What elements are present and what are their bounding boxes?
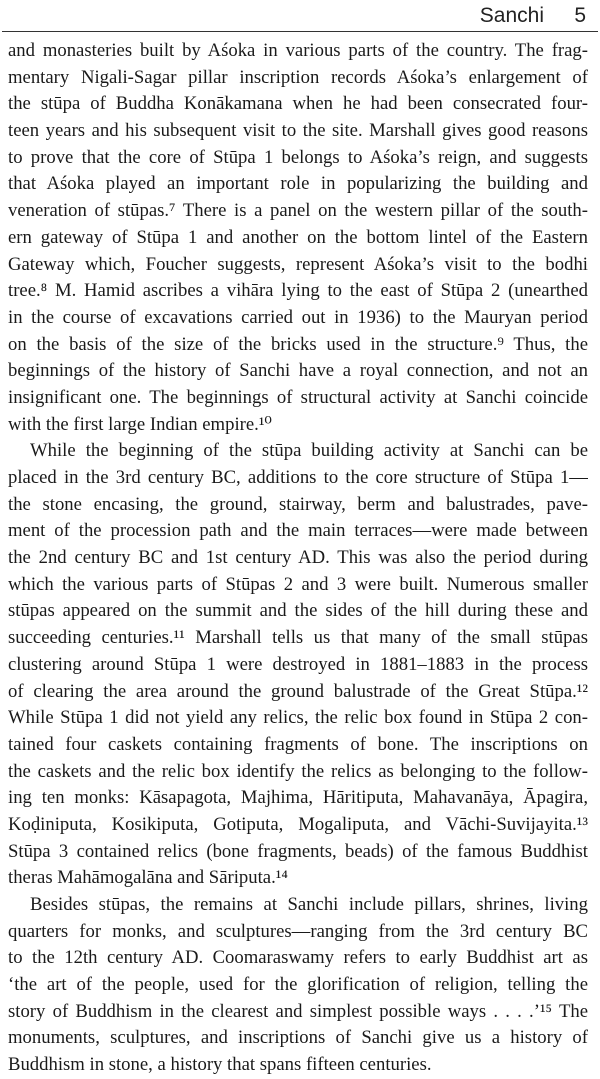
text-line: to the 12th century AD. Coomaraswamy refers to early Buddhist art as: [8, 947, 588, 969]
text-line: quarters for monks, and sculptures—ranging from the 3rd century BC: [8, 920, 588, 942]
body-text: [8, 38, 588, 1079]
text-line: insignificant one. The beginnings of structural activity at Sanchi coincide: [8, 386, 588, 408]
text-line: Gateway which, Foucher suggests, represent Aśoka’s visit to the bodhi: [8, 253, 588, 275]
text-line: monuments, sculptures, and inscriptions of Sanchi give us a history of: [8, 1027, 588, 1049]
text-line: While the beginning of the stūpa building activity at Sanchi can be: [30, 440, 588, 462]
text-line: succeeding centuries.¹¹ Marshall tells us that many of the small stūpas: [8, 627, 588, 649]
text-line: of clearing the area around the ground balustrade of the Great Stūpa.¹²: [8, 680, 588, 702]
text-line: the 2nd century BC and 1st century AD. This was also the period during: [8, 547, 588, 569]
text-line: beginnings of the history of Sanchi have a royal connection, and not an: [8, 360, 588, 382]
text-line: Buddhism in stone, a history that spans fifteen centuries.: [8, 1054, 432, 1076]
running-title: Sanchi: [479, 4, 544, 27]
paragraph: [8, 38, 588, 438]
text-line: teen years and his subsequent visit to the site. Marshall gives good reasons: [8, 120, 588, 142]
text-line: and monasteries built by Aśoka in various parts of the country. The frag-: [8, 40, 588, 61]
text-line: ern gateway of Stūpa 1 and another on the bottom lintel of the Eastern: [8, 226, 588, 248]
header-rule: [2, 31, 598, 32]
text-line: Besides stūpas, the remains at Sanchi include pillars, shrines, living: [30, 894, 588, 915]
paragraph: [8, 438, 588, 892]
text-line: the stūpa of Buddha Konākamana when he had been consecrated four-: [8, 93, 588, 115]
text-line: the caskets and the relic box identify the relics as belonging to the follow-: [8, 760, 588, 782]
text-line: that Aśoka played an important role in popularizing the building and: [8, 173, 588, 195]
text-line: with the first large Indian empire.¹⁰: [8, 413, 272, 435]
paragraph: [8, 892, 588, 1079]
text-line: the stone encasing, the ground, stairway, berm and balustrades, pave-: [8, 493, 588, 515]
text-line: clustering around Stūpa 1 were destroyed in 1881–1883 in the process: [8, 653, 588, 675]
text-line: theras Mahāmogalāna and Sāriputa.¹⁴: [8, 867, 288, 889]
running-head: [0, 0, 600, 32]
text-line: in the course of excavations carried out in 1936) to the Mauryan period: [8, 306, 588, 328]
text-line: to prove that the core of Stūpa 1 belongs to Aśoka’s reign, and suggests: [8, 146, 588, 168]
text-line: tree.⁸ M. Hamid ascribes a vihāra lying to the east of Stūpa 2 (unearthed: [8, 280, 588, 302]
text-line: ment of the procession path and the main terraces—were made between: [8, 520, 588, 542]
text-line: veneration of stūpas.⁷ There is a panel on the western pillar of the south-: [8, 200, 588, 222]
text-line: story of Buddhism in the clearest and simplest possible ways . . . .’¹⁵ The: [8, 1000, 588, 1022]
text-line: While Stūpa 1 did not yield any relics, the relic box found in Stūpa 2 con-: [8, 707, 588, 729]
text-line: which the various parts of Stūpas 2 and 3 were built. Numerous smaller: [8, 573, 588, 595]
text-line: ‘the art of the people, used for the glorification of religion, telling the: [8, 974, 588, 996]
text-line: tained four caskets containing fragments of bone. The inscriptions on: [8, 733, 588, 755]
text-line: Stūpa 3 contained relics (bone fragments, beads) of the famous Buddhist: [8, 840, 588, 862]
text-line: ing ten monks: Kāsapagota, Majhima, Hāritiputa, Mahavanāya, Āpagira,: [8, 787, 588, 809]
text-line: stūpas appeared on the summit and the sides of the hill during these and: [8, 600, 588, 622]
text-line: mentary Nigali-Sagar pillar inscription records Aśoka’s enlargement of: [8, 66, 588, 88]
text-line: Koḍiniputa, Kosikiputa, Gotiputa, Mogaliputa, and Vāchi-Suvijayita.¹³: [8, 813, 588, 835]
text-line: placed in the 3rd century BC, additions to the core structure of Stūpa 1—: [8, 467, 588, 488]
text-line: on the basis of the size of the bricks used in the structure.⁹ Thus, the: [8, 333, 588, 355]
page-number: 5: [574, 4, 586, 27]
